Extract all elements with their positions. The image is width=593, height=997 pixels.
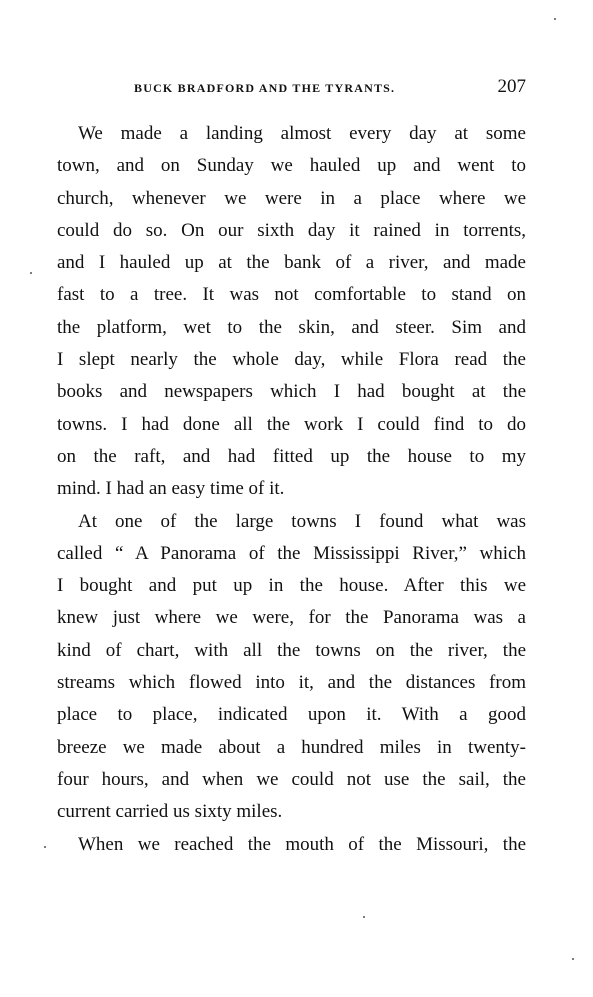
text-line: streams which flowed into it, and the distances from [57,672,526,694]
text-line: breeze we made about a hundred miles in twenty- [57,736,526,758]
paragraph-3 [57,829,526,861]
text-line: books and newspapers which I had bought at the [57,381,526,403]
paragraph-1 [57,118,526,506]
text-line: town, and on Sunday we hauled up and went to [57,155,526,177]
text-line: and I hauled up at the bank of a river, and made [57,252,526,274]
text-line: We made a landing almost every day at some [78,123,526,144]
text-line: four hours, and when we could not use the sail, the [57,768,526,790]
text-line: mind. I had an easy time of it. [57,478,285,500]
text-line: kind of chart, with all the towns on the river, the [57,639,526,661]
scan-speck [30,272,32,274]
page-number: 207 [497,76,526,97]
text-line: current carried us sixty miles. [57,801,283,823]
scan-speck [572,958,574,960]
text-line: towns. I had done all the work I could find to do [57,413,526,435]
body-text [57,118,526,861]
text-line: knew just where we were, for the Panorama was a [57,607,526,629]
text-line: place to place, indicated upon it. With a good [57,704,526,726]
text-line: When we reached the mouth of the Missouri, the [78,833,526,855]
scan-speck [554,18,556,20]
text-line: fast to a tree. It was not comfortable to stand on [57,284,526,306]
page-header [134,76,526,100]
paragraph-2 [57,506,526,829]
text-line: called “ A Panorama of the Mississippi River,” which [57,542,526,564]
text-line: the platform, wet to the skin, and steer. Sim and [57,316,526,338]
text-line: I slept nearly the whole day, while Flora read the [57,349,526,371]
text-line: I bought and put up in the house. After this we [57,575,526,597]
text-line: At one of the large towns I found what was [78,510,526,532]
scan-speck [44,846,46,848]
text-line: could do so. On our sixth day it rained in torrents, [57,219,526,241]
running-title: BUCK BRADFORD AND THE TYRANTS. [134,81,396,95]
text-line: church, whenever we were in a place where we [57,187,526,209]
scan-speck [363,916,365,918]
text-line: on the raft, and had fitted up the house to my [57,445,526,467]
